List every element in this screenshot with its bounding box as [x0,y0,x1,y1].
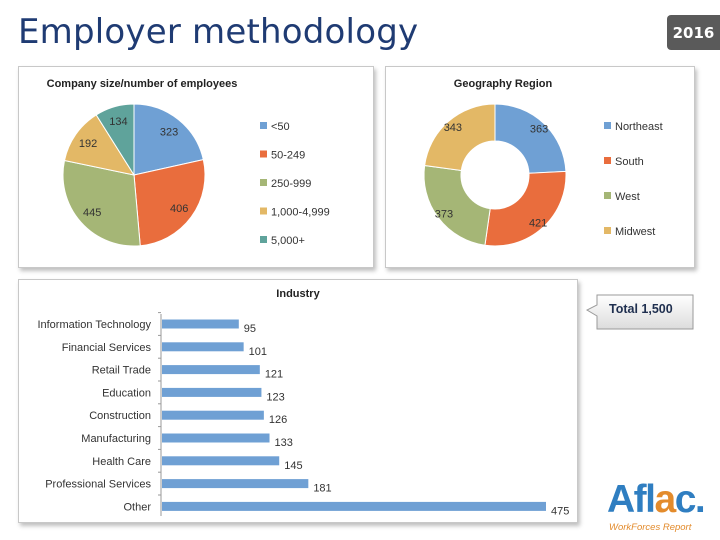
bar-retail-trade [162,365,260,374]
legend-swatch-1-000-4-999 [260,208,267,215]
value-label-health-care: 145 [284,459,303,472]
aflac-logo [607,480,715,536]
value-label-manufacturing: 133 [274,437,293,449]
data-label-50-249: 406 [169,203,189,216]
value-label-professional-services: 181 [313,482,332,495]
category-label-other: Other [123,501,151,514]
data-label-50: 323 [159,126,179,139]
legend-label-south: South [615,156,644,168]
slice-south [485,171,566,246]
geography-region-donut-chart [386,67,694,267]
bar-manufacturing [162,434,270,443]
bar-construction [162,411,264,420]
value-label-information-technology: 95 [243,323,257,335]
category-label-financial-services: Financial Services [61,341,151,354]
legend-label-250-999: 250-999 [271,178,312,190]
data-label-midwest: 343 [443,121,463,134]
category-label-health-care: Health Care [92,455,151,468]
bar-other [162,502,546,511]
legend-swatch-northeast [604,122,611,129]
legend-label-5-000: 5,000+ [271,235,305,247]
total-label: Total 1,500 [609,302,673,316]
year-badge: 2016 [667,15,720,50]
legend-label-1-000-4-999: 1,000-4,999 [271,206,330,219]
legend-swatch-south [604,157,611,164]
value-label-other: 475 [551,505,570,518]
category-label-manufacturing: Manufacturing [81,433,151,445]
bar-health-care [162,456,279,465]
legend-swatch-50-249 [260,151,267,158]
chart-title: Geography Region [453,78,553,90]
legend-label-northeast: Northeast [615,121,663,133]
company-size-pie-chart [19,67,373,267]
category-label-construction: Construction [89,410,151,423]
legend-swatch-midwest [604,227,611,234]
aflac-logo-text: Aflac. [607,478,705,521]
total-callout [583,291,698,338]
aflac-logo-subtitle: WorkForces Report [609,522,692,533]
data-label-1-000-4-999: 192 [78,138,98,151]
data-label-250-999: 445 [82,207,102,220]
value-label-education: 123 [266,391,285,404]
slice-northeast [495,104,566,173]
legend-label-50: <50 [271,121,290,133]
legend-label-50-249: 50-249 [271,149,306,162]
value-label-financial-services: 101 [248,345,268,358]
geography-region-chart-panel [385,66,695,268]
data-label-northeast: 363 [529,123,549,136]
page-title: Employer methodology [18,12,419,52]
data-label-west: 373 [434,208,454,221]
value-label-construction: 126 [268,414,288,427]
value-label-retail-trade: 121 [264,368,284,381]
legend-swatch-5-000 [260,236,267,243]
category-label-education: Education [102,387,151,400]
slice-west [424,166,490,246]
bar-professional-services [162,479,308,488]
legend-swatch-50 [260,122,267,129]
category-label-retail-trade: Retail Trade [91,364,151,377]
industry-bar-chart [19,280,577,522]
data-label-5-000: 134 [109,116,128,129]
chart-title: Company size/number of employees [46,78,238,90]
slice-midwest [425,104,495,170]
company-size-chart-panel [18,66,374,268]
legend-swatch-250-999 [260,179,267,186]
legend-label-midwest: Midwest [615,226,656,238]
bar-financial-services [162,342,244,351]
bar-information-technology [162,320,239,329]
data-label-south: 421 [528,217,548,230]
legend-label-west: West [615,191,640,203]
legend-swatch-west [604,192,611,199]
chart-title: Industry [276,288,320,300]
bar-education [162,388,261,397]
category-label-information-technology: Information Technology [37,319,151,331]
category-label-professional-services: Professional Services [45,478,151,491]
industry-chart-panel [18,279,578,523]
